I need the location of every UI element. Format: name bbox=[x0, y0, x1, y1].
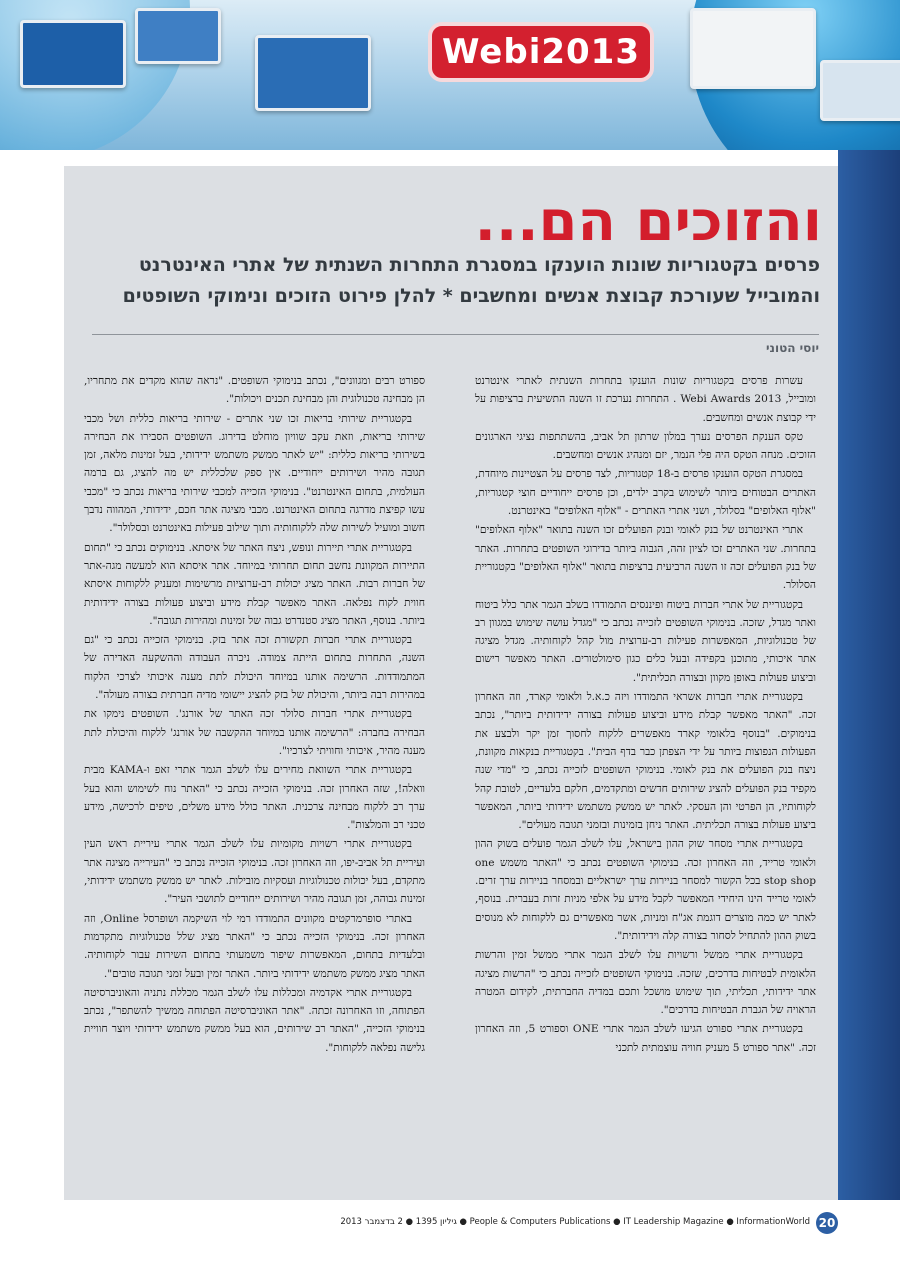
paragraph: באתרי סופרמרקטים מקוונים התמודדו רמי לוי השיקמה ושופרסל Online, וזה האחרון זכה. בנימוקי הזכייה נכתב כי "האתר מציג שלל טכנולוגיות מתקדמות ובלעדיות בתחום, המאפשרות שיפור משמעותי בתחום השירות עבור לקוחותיה. האתר מציג ממשק משתמש ידידותי ביותר. האתר זמין ובעל זמני תגובה טובים". bbox=[84, 912, 425, 980]
screen-illustration bbox=[255, 35, 371, 111]
paragraph: בקטגוריית אתרי חברות אשראי התמודדו ויזה כ.א.ל ולאומי קארד, וזה האחרון זכה. "האתר מאפשר קבלת מידע וביצוע פעולות בצורה ידידותית ביותר", נכתב בנימוקים. "בנוסף בלאומי קארד מאפשרים ללקוח לחסוך זמן יקר ולבצע את הפעולות הנפוצות ביותר על ידי הצפתן כבר בדף הבית". בקטגוריית בנקאות מקוונת, ניצח בנק הפועלים את בנק לאומי. בנימוקי השופטים לזכייה נכתב, כי "מדי שנה מקפיד בנק הפועלים להציג שירותים חדשים ומתקדמים, חלקם בלעדיים, לטובת קהל לקוחותיו, הן הפרטי והן העסקי. לאתר יש ממשק משתמש ידידותי ביותר, המאפשר ביצוע פעולות בצורה תכליתית. האתר ניחן בזמינות ובזמני תגובה מעולים". bbox=[475, 691, 816, 832]
article-column-left bbox=[84, 372, 425, 1058]
article-panel bbox=[64, 166, 838, 1200]
paragraph: בקטגוריית אתרי רשויות מקומיות עלו לשלב הגמר אתרי עיריית ראש העין ועיריית תל אביב-יפו, וזה האחרון זכה. בנימוקי הזכייה נכתב כי "העירייה מציגה אתר מתקדם, בעל יכולות טכנולוגיות ועסקיות מובילות. לאתר יש ממשק משתמש ידידותי, זמינות גבוהה, זמן תגובה מהיר ושירותים ייחודיים לתושבי העיר". bbox=[84, 838, 425, 906]
page-footer bbox=[0, 1212, 838, 1238]
author-byline: יוסי הטוני bbox=[765, 341, 819, 355]
subtitle-line: פרסים בקטגוריות שונות הוענקו במסגרת התחרות השנתית של אתרי האינטרנט bbox=[138, 254, 820, 276]
screen-illustration bbox=[820, 60, 900, 121]
paragraph: בקטגוריית אתרי חברות תקשורת זכה אתר בזק. בנימוקי הזכייה נכתב כי "גם השנה, התחרות בתחום הייתה צמודה. ניכרה העבודה וההשקעה האדירה של המתמודדות. הרשימה אותנו במיוחד היכולת לתת מענה איכותי לצרכי הלקוח במהירות רבה ביותר, והיכולת של בזק להציג יישומי מדיה חברתית בצורה מעולה". bbox=[84, 634, 425, 702]
paragraph: בקטגוריית אתרי ספורט הגיעו לשלב הגמר אתרי ONE וספורט 5, וזה האחרון זכה. "אתר ספורט 5 מעניק חוויה עוצמתית לתכני bbox=[475, 1023, 816, 1054]
paragraph: אתרי האינטרנט של בנק לאומי ובנק הפועלים זכו השנה בתואר "אלוף האלופים" בתחרות. שני האתרים זכו לציון זהה, הגבוה ביותר בדירוגי השופטים בתחרות. האתר של בנק הפועלים זכה זו השנה הרביעית ברציפות בתואר "אלוף האלופים" בקטגוריית הסלולר. bbox=[475, 524, 816, 592]
paragraph: בקטגוריית אתרי תיירות ונופש, ניצח האתר של איסתא. בנימוקים נכתב כי "תחום התיירות המקוונת נחשב תחום תחרותי במיוחד. אתר איסתא הוא למעשה מגה-אתר של חברות רבות. האתר מציג יכולות רב-ערוציות מרשימות ומעניק ללקוחות איסתא חווית לקוח נפלאה. האתר מאפשר קבלת מידע וביצוע פעולות בצורה ידידותית ביותר. בנוסף, האתר מציג סטנדרט גבוה של זמינות ומהירות תגובה". bbox=[84, 541, 425, 627]
article-subtitle bbox=[80, 250, 820, 312]
paragraph: בקטגוריית של אתרי חברות ביטוח ופיננסים התמודדו בשלב הגמר אתר כלל ביטוח ואתר מגדל, שזכה. בנימוקי השופטים לזכייה נכתב כי "מגדל עושה שימוש במגוון רב של טכנולוגיות, המאפשרות פעילות רב-ערוצית מול קהל לקוחותיה. מגדל מציגה אתר איכותי, מתוכנן בקפידה ובעל כלים כגון סימולטורים. האתר מאפשר רישום וביצוע פעולות באופן מקוון ובצורה תכליתית". bbox=[475, 598, 816, 684]
header-banner bbox=[0, 0, 900, 150]
paragraph: עשרות פרסים בקטגוריות שונות הוענקו בתחרות השנתית לאתרי אינטרנט ומובייל, Webi Awards 2013 . התחרות נערכת זו השנה התשיעית ברציפות על ידי קבוצת אנשים ומחשבים. bbox=[475, 375, 817, 424]
paragraph: בקטגוריית אתרי השוואת מחירים עלו לשלב הגמר אתרי זאפ ו-KAMA מבית וואלה!, שזה האחרון זכה. בנימוקי הזכייה נכתב כי "האתר נוח לשימוש והוא בעל ערך רב ללקוח מבחינה צרכנית. האתר כולל מידע משלים, טיפים לרכישה, מידע טכני רב והמלצות". bbox=[84, 764, 425, 832]
side-color-bar bbox=[838, 150, 900, 1200]
page-number: 20 bbox=[816, 1212, 838, 1234]
divider bbox=[92, 334, 819, 335]
paragraph: ספורט רבים ומגוונים", נכתב בנימוקי השופטים. "נראה שהוא מקדים את מתחריו, הן מבחינה טכנולוגית והן מבחינת תכנים ויכולות". bbox=[84, 375, 425, 406]
paragraph: בקטגוריית אתרי מסחר שוק ההון בישראל, עלו לשלב הגמר פועלים בשוק ההון ולאומי טרייד, וזה האחרון זכה. בנימוקי השופטים נכתב כי "האתר משמש one stop shop בכל הקשור למסחר בניירות ערך ישראליים ובמסחר בניירות ערך זרים. לאומי טרייד הינו היחידי המאפשר לקבל מידע על אלפי מניות זרות בעברית. בנוסף, לאתר יש כמה מוצרים דוגמת אג"ח ומניות, אשר מאפשרים גם ללקוחות לא מנוסים בשוק ההון להתחיל לסחור בצורה קלה וידידותית". bbox=[475, 838, 817, 942]
article-headline: והזוכים הם... bbox=[474, 189, 822, 254]
paragraph: במסגרת הטקס הוענקו פרסים ב-18 קטגוריות, לצד פרסים על הצטיינות מיוחדת, האתרים הבטוחים ביותר לשימוש בקרב ילדים, וכן פרסים ייחודיים חוצי קטגוריות, "אלוף האלופים" בסלולר, ושני אתרי האתרים - "אלוף האלופים" באינטרנט. bbox=[475, 468, 816, 518]
screen-illustration bbox=[690, 8, 816, 89]
subtitle-line: והמובייל שעורכת קבוצת אנשים ומחשבים * להלן פירוט הזוכים ונימוקי השופטים bbox=[122, 285, 820, 307]
paragraph: בקטגוריית אתרי חברות סלולר זכה האתר של אורנג'. השופטים נימקו את הבחירה בחברה: "הרשימה אותנו במיוחד ההקשבה של אורנג' ללקוח והיכולת לתת מענה מהיר, איכותי וחוויתי לצרכיו". bbox=[84, 708, 425, 757]
paragraph: בקטגוריית אתרי ממשל ורשויות עלו לשלב הגמר אתרי ממשל זמין והרשות הלאומית לבטיחות בדרכים, שזכה. בנימוקי השופטים לזכייה נכתב כי "הרשות מציגה אתר ידידותי, תכליתי, תוך שימוש מושכל ותכם במדיה החברתית, לקידום המטרה הראויה של הגברת הבטיחות בדרכים". bbox=[475, 949, 816, 1017]
footer-publication-line: People & Computers Publications ● IT Leadership Magazine ● InformationWorld ● גיליון 1395 ● 2 בדצמבר 2013 bbox=[340, 1217, 810, 1227]
article-column-right bbox=[475, 372, 816, 1058]
screen-illustration bbox=[135, 8, 221, 64]
paragraph: טקס הענקת הפרסים נערך במלון שרתון תל אביב, בהשתתפות נציגי הארגונים הזוכים. מנחה הטקס היה פלי הנמר, יזם ומנהיג אנשים ומחשבים. bbox=[475, 430, 816, 462]
paragraph: בקטגוריית שירותי בריאות זכו שני אתרים - שירותי בריאות כללית ושל מכבי שירותי בריאות, וזאת עקב שוויון מוחלט בדירוג. השופטים הסבירו את הבחירה בשירותי בריאות כללית: "יש לאתר ממשק משתמש ידידותי, בעל זמינות מלאה, זמן תגובה מהיר ושירותים ייחודיים. אין ספק שלכללית יש מה להציג, גם ברמה העולמית, בתחום האינטרנט". בנימוקי הזכייה למכבי שירותי בריאות נכתב כי "מכבי עשו קפיצת מדרגה בתחום האינטרנט. מכבי מציגה אתר חכם, ידידותי, המהווה נדבך חשוב ומועיל לשירות שלה ללקוחותיה ותוך שילוב פעילות באינטרנט ובסלולר". bbox=[84, 412, 425, 535]
webi-logo: Webi2013 bbox=[428, 22, 654, 82]
paragraph: בקטגוריית אתרי אקדמיה ומכללות עלו לשלב הגמר מכללת נתניה והאוניברסיטה הפתוחה, וזו האחרונה זכתה. "אתר האוניברסיטה הפתוחה ממשיך להשתפר", נכתב בנימוקי הזכייה, "האתר רב שירותים, הוא בעל ממשק משתמש ידידותי ויוצר חוויית גלישה נפלאה ללקוחות". bbox=[84, 986, 425, 1054]
screen-illustration bbox=[20, 20, 126, 88]
